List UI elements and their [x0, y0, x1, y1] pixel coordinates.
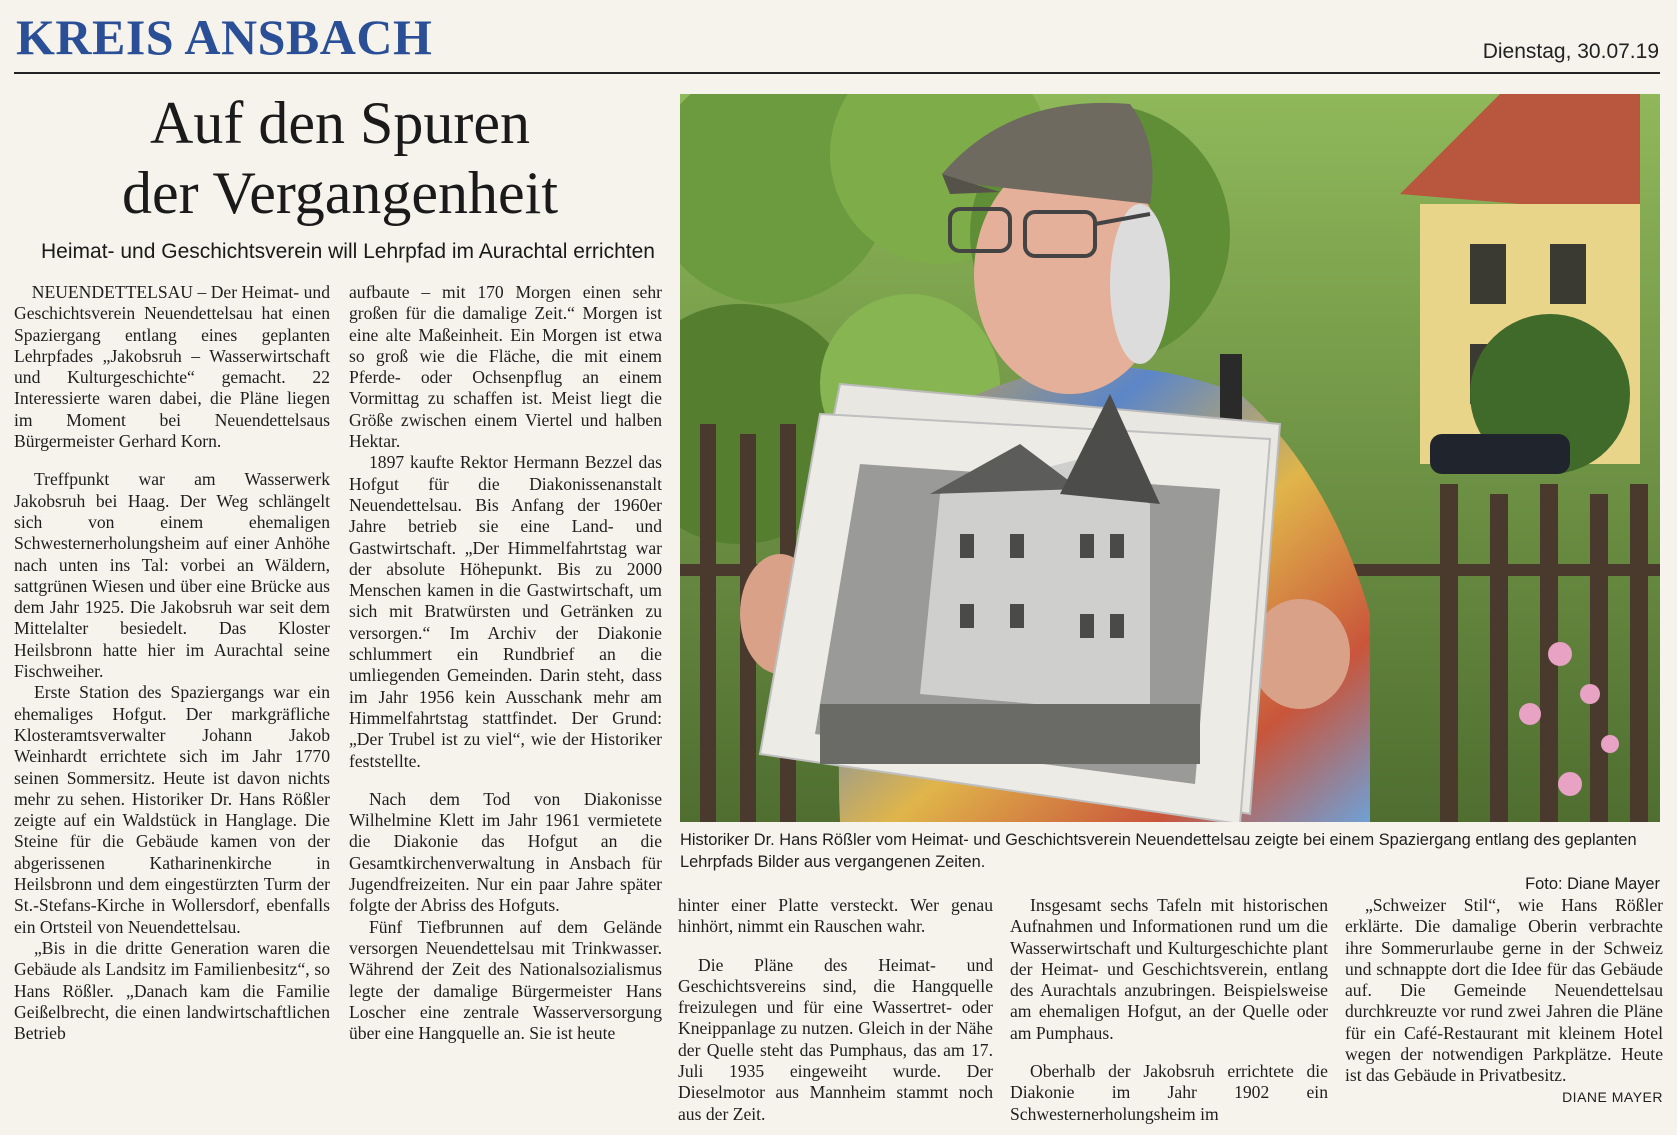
text-column-4	[1010, 895, 1328, 1125]
article-headline	[40, 88, 640, 228]
article-subheadline: Heimat- und Geschichtsverein will Lehrpfad im Aurachtal errichten	[41, 240, 655, 263]
paragraph: Treffpunkt war am Wasserwerk Jakobsruh bei Haag. Der Weg schlängelt sich von einem ehemaligen Schwesternerholungsheim auf einer Anhöhe nach unten ins Tal: vorbei an Wäldern, sattgrünen Wiesen und über eine Brücke aus dem Jahr 1925. Die Jakobsruh war seit dem Mittelalter besiedelt. Das Kloster Heilsbronn hatte hier im Aurachtal seine Fischweiher.	[14, 469, 330, 682]
photo-credit: Foto: Diane Mayer	[1525, 875, 1660, 893]
paragraph: „Bis in die dritte Generation waren die Gebäude als Landsitz im Familienbesitz“, so Hans Rößler. „Danach kam die Familie Geißelbrecht, die einen landwirtschaftlichen Betrieb	[14, 937, 330, 1044]
paragraph: Nach dem Tod von Diakonisse Wilhelmine Klett im Jahr 1961 vermietete die Diakonie das Hofgut an die Gesamtkirchenverwaltung in Ansbach für Jugendfreizeiten. Nur ein paar Jahre später folgte der Abriss des Hofguts.	[349, 788, 662, 916]
paragraph: hinter einer Platte versteckt. Wer genau hinhört, nimmt ein Rauschen wahr.	[678, 895, 993, 937]
text-column-1	[14, 282, 330, 1044]
header-rule	[14, 72, 1660, 74]
paragraph: Fünf Tiefbrunnen auf dem Gelände versorgen Neuendettelsau mit Trinkwasser. Während der Zeit des Nationalsozialismus legte der damalige Bürgermeister Hans Loscher eine zentrale Wasserversorgung über eine Hangquelle an. Sie ist heute	[349, 916, 662, 1044]
paragraph: Erste Station des Spaziergangs war ein ehemaliges Hofgut. Der markgräfliche Klosteramtsverwalter Johann Jakob Weinhardt errichtete sich im Jahr 1770 seinen Sommersitz. Heute ist davon nichts mehr zu sehen. Historiker Dr. Hans Rößler zeigte auf ein Waldstück in Hanglage. Die Steine für die Gebäude kamen von der abgerissenen Katharinenkirche in Heilsbronn und dem eingestürzten Turm der St.-Stefans-Kirche in Wollersdorf, ebenfalls ein Ortsteil von Neuendettelsau.	[14, 682, 330, 937]
paragraph: Oberhalb der Jakobsruh errichtete die Diakonie im Jahr 1902 ein Schwesternerholungsheim im	[1010, 1061, 1328, 1124]
paragraph: Die Pläne des Heimat- und Geschichtsvereins sind, die Hangquelle freizulegen und für eine Wassertret- oder Kneippanlage zu nutzen. Gleich in der Nähe der Quelle steht das Pumphaus, das am 17. Juli 1935 eingeweiht wurde. Der Dieselmotor aus Mannheim stammt noch aus der Zeit.	[678, 954, 993, 1124]
issue-date: Dienstag, 30.07.19	[1482, 40, 1659, 63]
text-column-3	[678, 895, 993, 1125]
dateline: NEUENDETTELSAU	[31, 282, 194, 302]
paragraph: aufbaute – mit 170 Morgen einen sehr großen für die damalige Zeit.“ Morgen ist eine alte Maßeinheit. Ein Morgen ist etwa so groß wie die Fläche, die mit einem Pferde- oder Ochsenpflug an einem Vormittag zu schaffen ist. Meist liegt die Größe zwischen einem Viertel und halben Hektar.	[349, 282, 662, 452]
headline-line-1: Auf den Spuren	[150, 90, 530, 156]
photo-illustration	[680, 94, 1660, 822]
article-photo	[680, 94, 1660, 822]
section-title: KREIS ANSBACH	[16, 9, 433, 65]
headline-line-2: der Vergangenheit	[122, 160, 558, 226]
paragraph: „Schweizer Stil“, wie Hans Rößler erklärte. Die damalige Oberin verbrachte ihre Sommerurlaube gerne in der Schweiz und schnappte dort die Idee für das Gebäude auf. Die Gemeinde Neuendettelsau durchkreuzte vor rund zwei Jahren die Pläne für ein Café-Restaurant mit kleinem Hotel wegen der notwendigen Parkplätze. Heute ist das Gebäude in Privatbesitz. DIANE MAYER	[1345, 895, 1663, 1087]
text-column-2	[349, 282, 662, 1044]
paragraph: NEUENDETTELSAU – Der Heimat- und Geschichtsverein Neuendettelsau hat einen Spaziergang entlang eines geplanten Lehrpfades „Jakobsruh – Wasserwirtschaft und Kulturgeschichte“ gemacht. 22 Interessierte waren dabei, die Pläne liegen im Moment bei Neuendettelsaus Bürgermeister Gerhard Korn.	[14, 282, 330, 452]
paragraph: Insgesamt sechs Tafeln mit historischen Aufnahmen und Informationen rund um die Wasserwirtschaft und Kulturgeschichte plant der Heimat- und Geschichtsverein, entlang des Aurachtals anzubringen. Beispielsweise am ehemaligen Hofgut, an der Quelle oder am Pumphaus.	[1010, 895, 1328, 1043]
paragraph: 1897 kaufte Rektor Hermann Bezzel das Hofgut für die Diakonissenanstalt Neuendettelsau. Bis Anfang der 1960er Jahre betrieb sie eine Land- und Gastwirtschaft. „Der Himmelfahrtstag war der absolute Höhepunkt. Bis zu 2000 Menschen kamen in die Gastwirtschaft, um sich mit Bratwürsten und Getränken zu versorgen.“ Im Archiv der Diakonie schlummert ein Rundbrief an die umliegenden Gemeinden. Darin steht, dass im Jahr 1956 kein Ausschank mehr am Himmelfahrtstag stattfindet. Der Grund: „Der Trubel ist zu viel“, wie der Historiker feststellte.	[349, 452, 662, 771]
text-column-5	[1345, 895, 1663, 1108]
photo-caption	[680, 829, 1660, 895]
author-byline: DIANE MAYER	[1562, 1088, 1663, 1105]
caption-text: Historiker Dr. Hans Rößler vom Heimat- und Geschichtsverein Neuendettelsau zeigte bei einem Spaziergang entlang des geplanten Lehrpfads Bilder aus vergangenen Zeiten.	[680, 831, 1637, 871]
